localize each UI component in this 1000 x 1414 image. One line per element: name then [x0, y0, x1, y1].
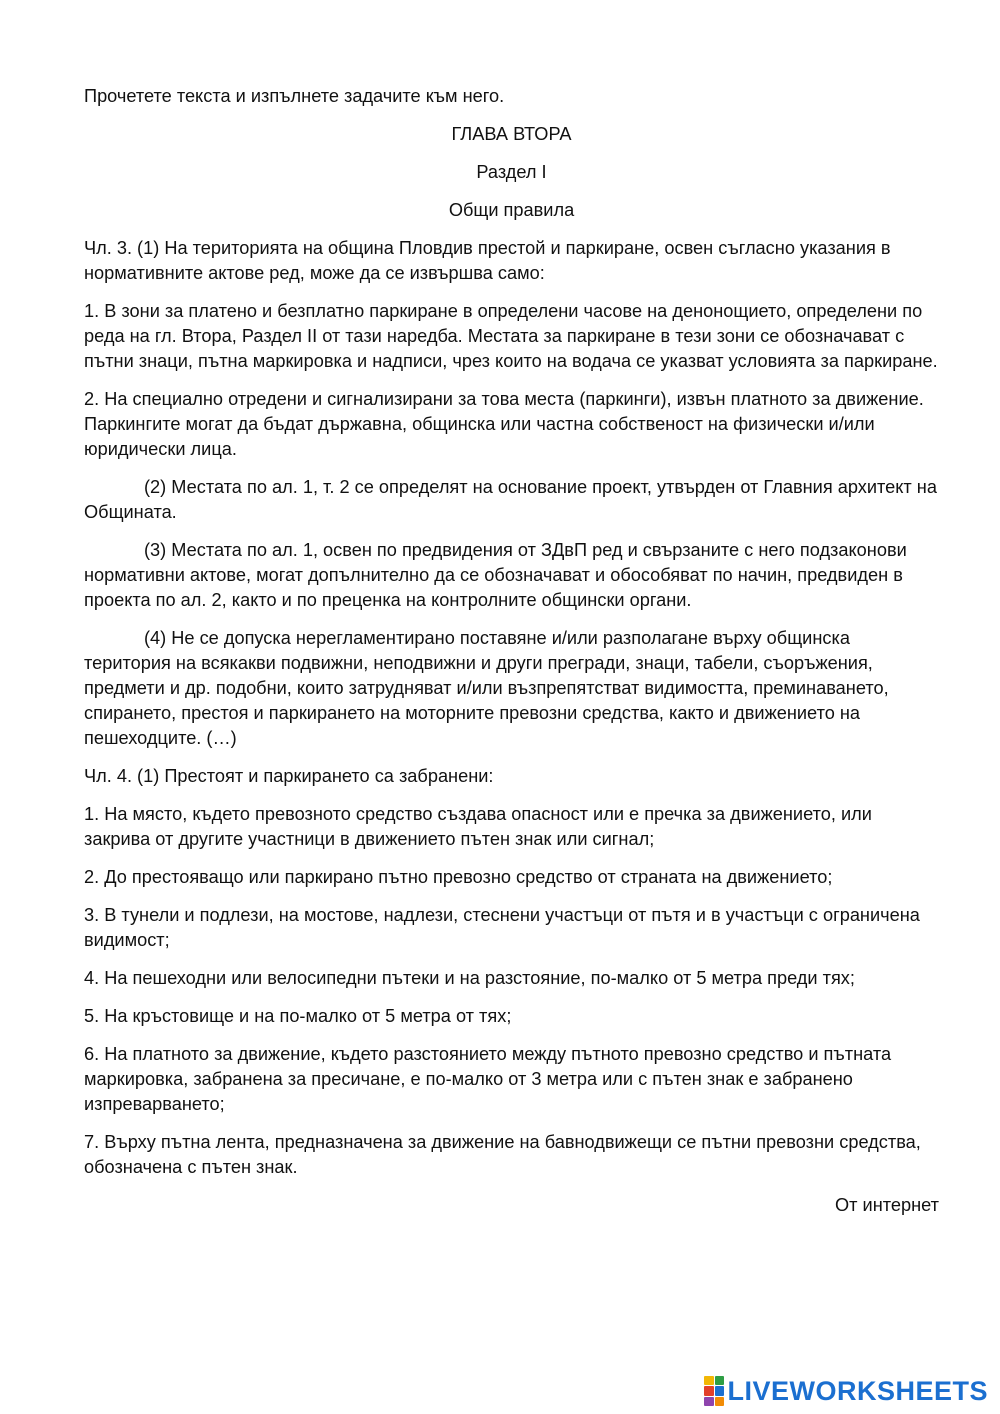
logo-block [715, 1397, 725, 1406]
logo-block [715, 1386, 725, 1395]
article-4-item: 3. В тунели и подлези, на мостове, надлези, стеснени участъци от пътя и в участъци с ограничена видимост; [84, 905, 920, 950]
article-4-item: 7. Върху пътна лента, предназначена за движение на бавнодвижещи се пътни превозни средства, обозначена с пътен знак. [84, 1132, 921, 1177]
article-3-paragraph: (3) Местата по ал. 1, освен по предвидения от ЗДвП ред и свързаните с него подзаконови нормативни актове, могат допълнително да се обозначават и обособяват по начин, предвиден в проекта по ал. 2, както и по преценка на контролните общински органи. [84, 540, 907, 610]
article-4-item: 6. На платното за движение, където разстоянието между пътното превозно средство и пътната маркировка, забранена за пресичане, е по-малко от 3 метра или с пътен знак е забранено изпреварването; [84, 1044, 892, 1114]
section-heading: Раздел I [476, 162, 547, 182]
logo-block [715, 1376, 725, 1385]
article-4-intro: Чл. 4. (1) Престоят и паркирането са забранени: [84, 766, 494, 786]
instruction-text: Прочетете текста и изпълнете задачите към него. [84, 86, 505, 106]
section-title: Общи правила [448, 200, 575, 220]
article-4-item: 4. На пешеходни или велосипедни пътеки и на разстояние, по-малко от 5 метра преди тях; [84, 968, 855, 988]
liveworksheets-branding[interactable] [704, 1374, 988, 1408]
logo-block [704, 1386, 714, 1395]
liveworksheets-wordmark: LIVEWORKSHEETS [727, 1375, 988, 1406]
article-3-paragraph: (2) Местата по ал. 1, т. 2 се определят на основание проект, утвърден от Главния архитект на Общината. [84, 477, 937, 522]
article-3-paragraph: (4) Не се допуска нерегламентирано поставяне и/или разполагане върху общинска територия на всякакви подвижни, неподвижни и други прегради, знаци, табели, съоръжения, предмети и др. подобни, които затрудняват и/или възпрепятстват видимостта, преминаването, спирането, престоя и паркирането на моторните превозни средства, както и движението на пешеходците. (…) [84, 628, 889, 748]
article-3-intro: Чл. 3. (1) На територията на община Пловдив престой и паркиране, освен съгласно указания в нормативните актове ред, може да се извършва само: [84, 238, 891, 283]
logo-block [704, 1376, 714, 1385]
article-4-item: 2. До престояващо или паркирано пътно превозно средство от страната на движението; [84, 867, 833, 887]
article-3-item: 1. В зони за платено и безплатно паркиране в определени часове на денонощието, определени по реда на гл. Втора, Раздел II от тази наредба. Местата за паркиране в тези зони се обозначават с пътни знаци, пътна маркировка и надписи, чрез които на водача се указват условията за паркиране. [84, 301, 938, 371]
source-note: От интернет [835, 1195, 939, 1215]
chapter-heading: ГЛАВА ВТОРА [451, 124, 572, 144]
article-4-item: 5. На кръстовище и на по-малко от 5 метра от тях; [84, 1006, 512, 1026]
logo-block [704, 1397, 714, 1406]
article-3-item: 2. На специално отредени и сигнализирани за това места (паркинги), извън платното за движение. Паркингите могат да бъдат държавна, общинска или частна собственост на физически и/или юридически лица. [84, 389, 924, 459]
liveworksheets-logo-icon [704, 1376, 724, 1406]
document-page [84, 84, 939, 1231]
article-4-item: 1. На място, където превозното средство създава опасност или е пречка за движението, или закрива от другите участници в движението пътен знак или сигнал; [84, 804, 872, 849]
